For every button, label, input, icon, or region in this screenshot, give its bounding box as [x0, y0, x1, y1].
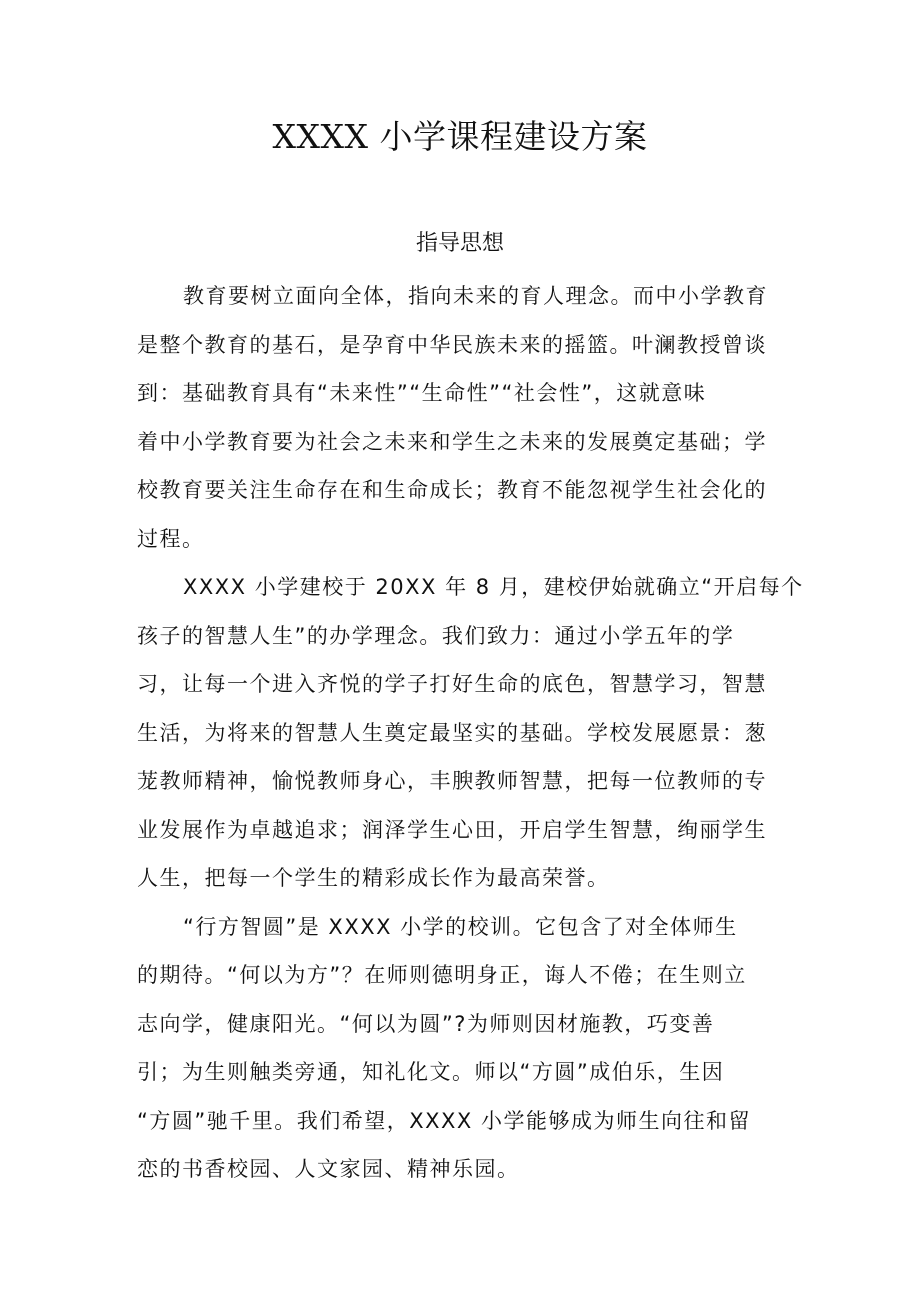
- text-line: 人生，把每一个学生的精彩成长作为最高荣誉。: [137, 866, 610, 890]
- text-line: 是整个教育的基石，是孕育中华民族未来的摇篮。叶澜教授曾谈: [137, 332, 767, 357]
- text-line: “行方智圆”是 XXXX 小学的校训。它包含了对全体师生: [183, 914, 738, 939]
- text-line: 教育要树立面向全体，指向未来的育人理念。而中小学教育: [183, 284, 768, 308]
- text-line: 到：基础教育具有“未来性”“生命性”“社会性”，这就意味: [137, 381, 707, 405]
- text-line: 过程。: [137, 526, 205, 551]
- text-line: 引；为生则触类旁通，知礼化文。师以“方圆”成伯乐，生因: [137, 1060, 725, 1084]
- text-line: “方圆”驰千里。我们希望，XXXX 小学能够成为师生向往和留: [137, 1108, 751, 1133]
- text-line: 着中小学教育要为社会之未来和学生之未来的发展奠定基础；学: [137, 429, 767, 454]
- document-body: [137, 272, 804, 1194]
- text-line: 茏教师精神，愉悦教师身心，丰腴教师智慧，把每一位教师的专: [137, 769, 767, 793]
- text-line: 生活，为将来的智慧人生奠定最坚实的基础。学校发展愿景：葱: [137, 720, 767, 745]
- paragraph-guiding-philosophy: [137, 272, 787, 563]
- text-line: XXXX 小学建校于 20XX 年 8 月，建校伊始就确立“开启每个: [183, 575, 804, 599]
- paragraph-school-motto: [137, 903, 787, 1194]
- text-line: 的期待。“何以为方”？在师则德明身正，诲人不倦；在生则立: [137, 963, 747, 987]
- paragraph-school-founding: [137, 563, 804, 903]
- text-line: 志向学，健康阳光。“何以为圆”?为师则因材施教，巧变善: [137, 1011, 715, 1036]
- text-line: 恋的书香校园、人文家园、精神乐园。: [137, 1157, 520, 1181]
- text-line: 业发展作为卓越追求；润泽学生心田，开启学生智慧，绚丽学生: [137, 817, 767, 842]
- document-title: XXXX 小学课程建设方案: [272, 117, 648, 156]
- text-line: 校教育要关注生命存在和生命成长；教育不能忽视学生社会化的: [137, 478, 767, 502]
- text-line: 孩子的智慧人生”的办学理念。我们致力：通过小学五年的学: [137, 623, 735, 648]
- text-line: 习，让每一个进入齐悦的学子打好生命的底色，智慧学习，智慧: [137, 672, 767, 696]
- section-heading: 指导思想: [415, 231, 504, 256]
